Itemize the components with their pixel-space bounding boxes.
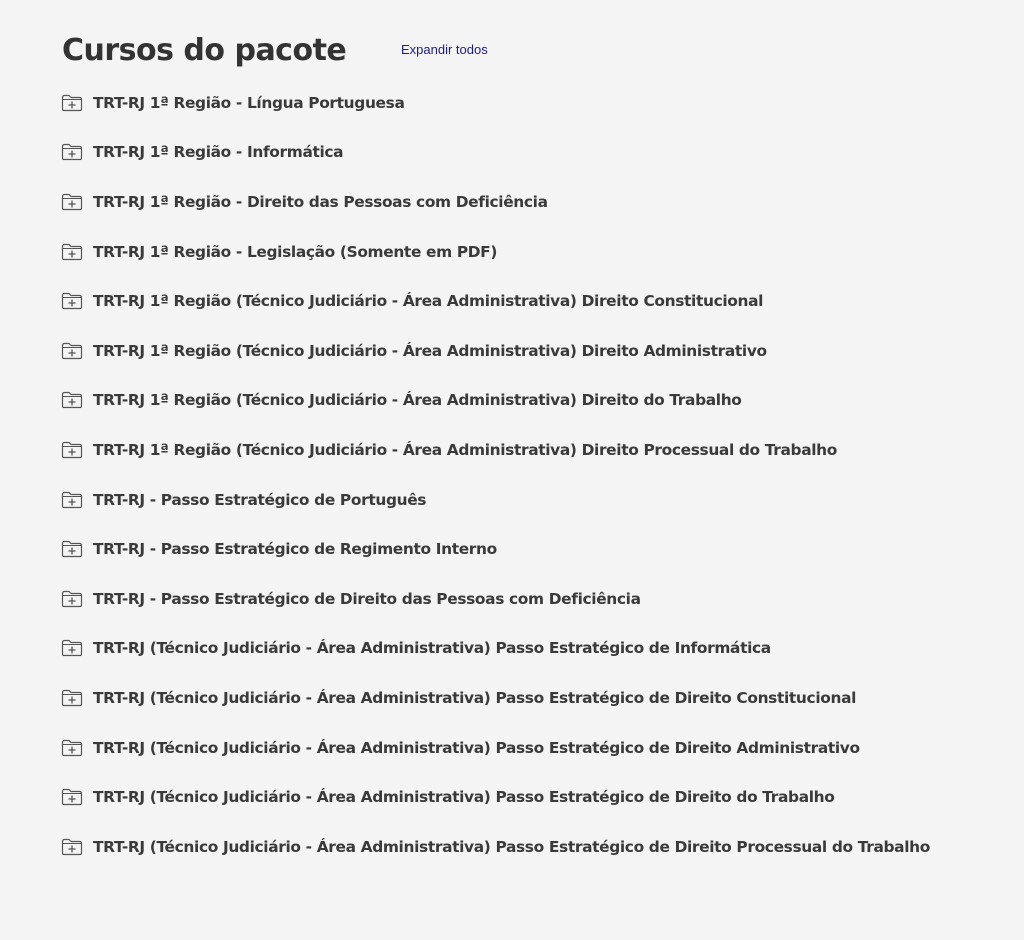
folder-plus-icon: [61, 243, 83, 261]
course-label: TRT-RJ (Técnico Judiciário - Área Administrativa) Passo Estratégico de Direito Administrativo: [93, 738, 860, 757]
course-item[interactable]: [61, 524, 930, 574]
course-label: TRT-RJ (Técnico Judiciário - Área Administrativa) Passo Estratégico de Informática: [93, 639, 771, 658]
course-item[interactable]: [61, 227, 930, 277]
course-label: TRT-RJ 1ª Região - Informática: [93, 143, 344, 162]
course-item[interactable]: [61, 128, 930, 178]
course-label: TRT-RJ - Passo Estratégico de Direito das Pessoas com Deficiência: [93, 589, 641, 608]
folder-plus-icon: [61, 94, 83, 112]
course-item[interactable]: [61, 276, 930, 326]
course-label: TRT-RJ - Passo Estratégico de Regimento Interno: [93, 540, 497, 559]
folder-plus-icon: [61, 639, 83, 657]
course-item[interactable]: [61, 177, 930, 227]
course-label: TRT-RJ 1ª Região - Direito das Pessoas com Deficiência: [93, 192, 548, 211]
course-item[interactable]: [61, 326, 930, 376]
course-list: [61, 78, 930, 872]
course-label: TRT-RJ (Técnico Judiciário - Área Administrativa) Passo Estratégico de Direito Constitucional: [93, 688, 857, 707]
course-item[interactable]: [61, 624, 930, 674]
expand-all-link[interactable]: Expandir todos: [401, 42, 488, 57]
course-item[interactable]: [61, 673, 930, 723]
course-label: TRT-RJ (Técnico Judiciário - Área Administrativa) Passo Estratégico de Direito do Trabalho: [93, 788, 835, 807]
course-label: TRT-RJ 1ª Região - Legislação (Somente em PDF): [93, 242, 498, 261]
course-item[interactable]: [61, 475, 930, 525]
folder-plus-icon: [61, 143, 83, 161]
course-item[interactable]: [61, 376, 930, 426]
folder-plus-icon: [61, 590, 83, 608]
folder-plus-icon: [61, 342, 83, 360]
course-item[interactable]: [61, 574, 930, 624]
folder-plus-icon: [61, 391, 83, 409]
folder-plus-icon: [61, 689, 83, 707]
course-item[interactable]: [61, 78, 930, 128]
course-label: TRT-RJ (Técnico Judiciário - Área Administrativa) Passo Estratégico de Direito Processual do Trabalho: [93, 837, 930, 856]
course-item[interactable]: [61, 723, 930, 773]
folder-plus-icon: [61, 838, 83, 856]
folder-plus-icon: [61, 739, 83, 757]
section-header: [62, 28, 346, 72]
course-label: TRT-RJ - Passo Estratégico de Português: [93, 490, 427, 509]
course-label: TRT-RJ 1ª Região (Técnico Judiciário - Área Administrativa) Direito Constitucional: [93, 292, 764, 311]
course-item[interactable]: [61, 425, 930, 475]
course-item[interactable]: [61, 822, 930, 872]
course-label: TRT-RJ 1ª Região (Técnico Judiciário - Área Administrativa) Direito do Trabalho: [93, 391, 742, 410]
folder-plus-icon: [61, 491, 83, 509]
folder-plus-icon: [61, 292, 83, 310]
folder-plus-icon: [61, 788, 83, 806]
course-label: TRT-RJ 1ª Região (Técnico Judiciário - Área Administrativa) Direito Administrativo: [93, 341, 767, 360]
course-label: TRT-RJ 1ª Região - Língua Portuguesa: [93, 93, 405, 112]
folder-plus-icon: [61, 540, 83, 558]
folder-plus-icon: [61, 441, 83, 459]
folder-plus-icon: [61, 193, 83, 211]
course-item[interactable]: [61, 772, 930, 822]
course-label: TRT-RJ 1ª Região (Técnico Judiciário - Área Administrativa) Direito Processual do Trabalho: [93, 440, 837, 459]
page-title: Cursos do pacote: [62, 32, 347, 68]
